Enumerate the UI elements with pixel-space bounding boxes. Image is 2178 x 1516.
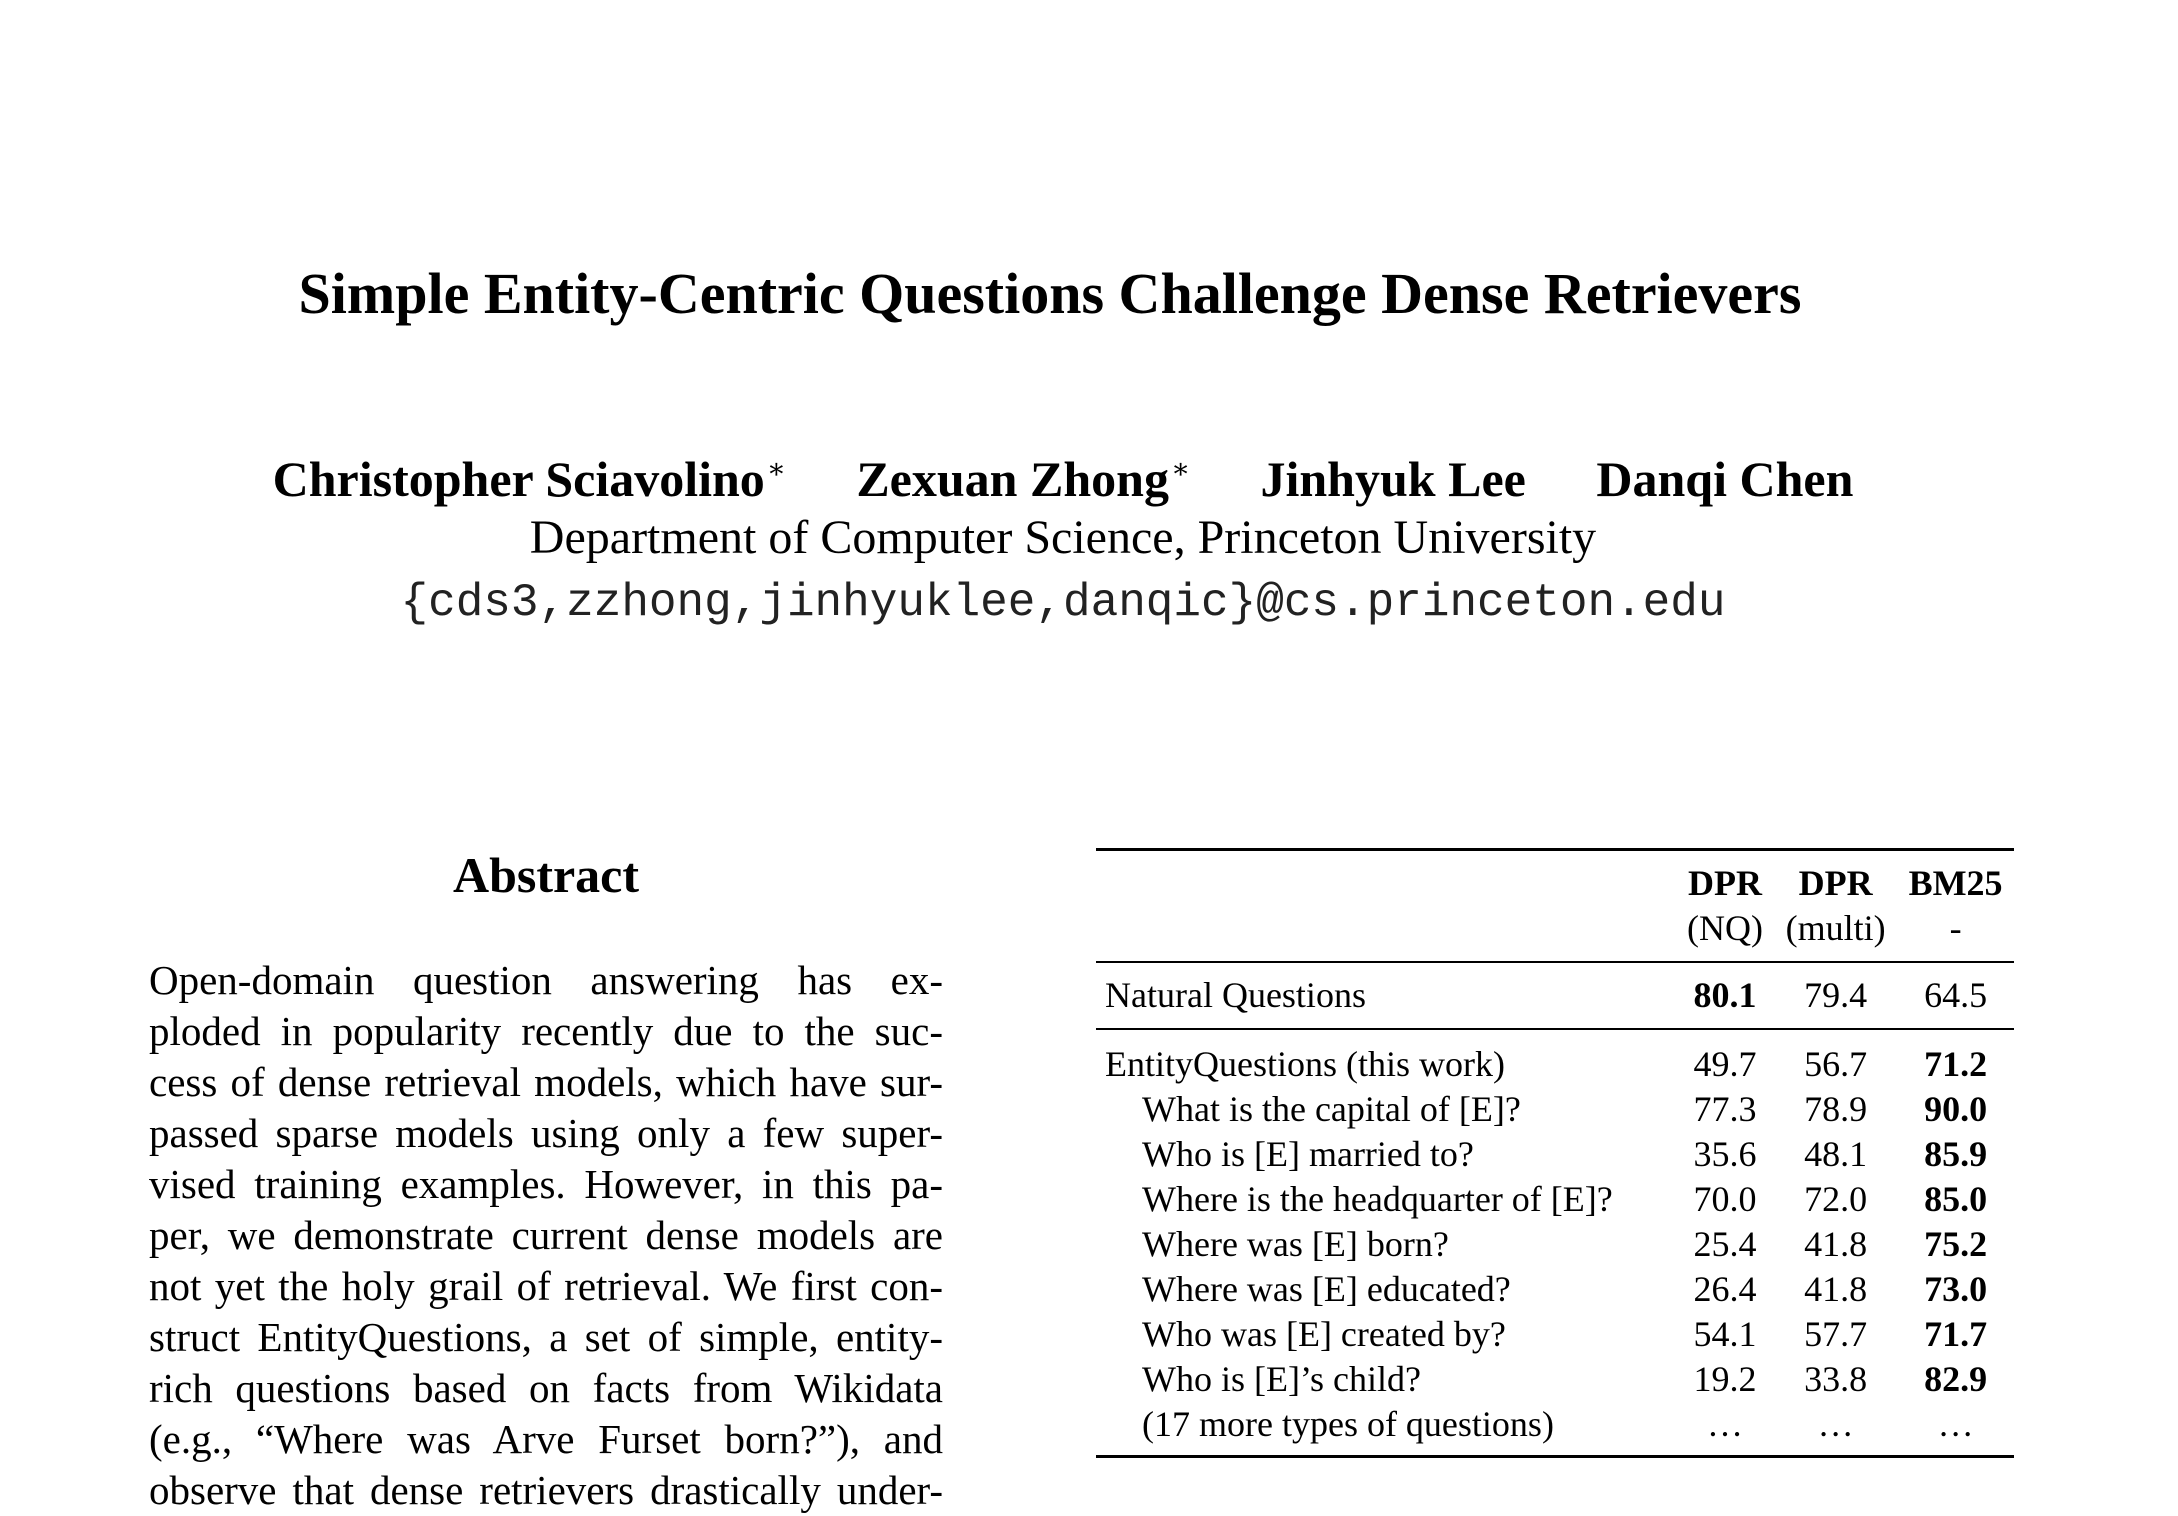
header-blank xyxy=(1096,850,1676,907)
col-header: DPR xyxy=(1774,850,1897,907)
author-name: Jinhyuk Lee xyxy=(1260,451,1526,507)
table-cell: 64.5 xyxy=(1897,962,2014,1029)
abstract-text xyxy=(149,955,943,1513)
abstract-line: not yet the holy grail of retrieval. We first con- xyxy=(149,1263,943,1309)
row-label: Who is [E] married to? xyxy=(1142,1134,1474,1174)
table-cell: 54.1 xyxy=(1693,1314,1757,1354)
table-row xyxy=(1096,1312,2014,1357)
table-cell: 49.7 xyxy=(1676,1029,1774,1087)
table-cell: 71.2 xyxy=(1897,1029,2014,1087)
author-name: Zexuan Zhong∗ xyxy=(856,451,1190,507)
abstract-line: per, we demonstrate current dense models are xyxy=(149,1212,943,1258)
subheader-blank xyxy=(1096,906,1676,962)
abstract-line: ploded in popularity recently due to the suc- xyxy=(149,1008,943,1054)
abstract-heading: Abstract xyxy=(452,847,640,903)
row-label: Where was [E] born? xyxy=(1142,1224,1449,1264)
author-emails: {cds3,zzhong,jinhyuklee,danqic}@cs.princeton.edu xyxy=(400,577,1726,629)
paper-title: Simple Entity-Centric Questions Challenge Dense Retrievers xyxy=(298,261,1802,326)
table-row xyxy=(1096,1402,2014,1457)
affiliation: Department of Computer Science, Princeton University xyxy=(529,511,1597,564)
table-subheader-row xyxy=(1096,906,2014,962)
table-cell: 35.6 xyxy=(1693,1134,1757,1174)
results-table xyxy=(1096,848,2014,1458)
author-name: Danqi Chen xyxy=(1596,451,1854,507)
table-row xyxy=(1096,962,2014,1029)
table-cell: 79.4 xyxy=(1774,962,1897,1029)
table-cell: 41.8 xyxy=(1804,1269,1868,1309)
row-label: Where is the headquarter of [E]? xyxy=(1142,1179,1613,1219)
row-label: EntityQuestions (this work) xyxy=(1096,1029,1676,1087)
row-label: Who was [E] created by? xyxy=(1142,1314,1506,1354)
row-label: Natural Questions xyxy=(1096,962,1676,1029)
abstract-line: vised training examples. However, in this pa- xyxy=(149,1161,943,1207)
abstract-line: rich questions based on facts from Wikidata xyxy=(149,1365,943,1411)
table-cell: 73.0 xyxy=(1924,1269,1988,1309)
table-cell: 71.7 xyxy=(1924,1314,1988,1354)
table-row xyxy=(1096,1177,2014,1222)
table-cell: 72.0 xyxy=(1804,1179,1868,1219)
row-label: Where was [E] educated? xyxy=(1142,1269,1511,1309)
table-header-row xyxy=(1096,850,2014,907)
table-cell: 26.4 xyxy=(1693,1269,1757,1309)
table-cell: 41.8 xyxy=(1804,1224,1868,1264)
row-label: What is the capital of [E]? xyxy=(1142,1089,1521,1129)
abstract-line: (e.g., “Where was Arve Furset born?”), and xyxy=(149,1416,943,1462)
abstract-line: struct EntityQuestions, a set of simple, entity- xyxy=(149,1314,943,1360)
table-cell: 80.1 xyxy=(1676,962,1774,1029)
table-cell: 48.1 xyxy=(1804,1134,1868,1174)
col-subheader: (NQ) xyxy=(1687,908,1764,948)
table-cell: 77.3 xyxy=(1693,1089,1757,1129)
abstract-line: Open-domain question answering has ex- xyxy=(149,957,943,1003)
table-cell: 85.9 xyxy=(1924,1134,1988,1174)
col-subheader: - xyxy=(1949,908,1962,948)
abstract-line: passed sparse models using only a few super- xyxy=(149,1110,943,1156)
table-row xyxy=(1096,1267,2014,1312)
table-row xyxy=(1096,1132,2014,1177)
abstract-line: observe that dense retrievers drastically under- xyxy=(149,1467,943,1513)
table-cell: 75.2 xyxy=(1924,1224,1988,1264)
author-name: Christopher Sciavolino∗ xyxy=(272,451,786,507)
table-cell: 70.0 xyxy=(1693,1179,1757,1219)
col-header: BM25 xyxy=(1897,850,2014,907)
table-cell: 25.4 xyxy=(1693,1224,1757,1264)
table-row xyxy=(1096,1029,2014,1087)
abstract-line: cess of dense retrieval models, which have sur- xyxy=(149,1059,943,1105)
table-cell: … xyxy=(1897,1402,2014,1457)
col-subheader: (multi) xyxy=(1785,908,1886,948)
col-header: DPR xyxy=(1676,850,1774,907)
table-cell: 82.9 xyxy=(1924,1359,1988,1399)
table-cell: … xyxy=(1774,1402,1897,1457)
table-cell: 57.7 xyxy=(1804,1314,1868,1354)
table-cell: 19.2 xyxy=(1693,1359,1757,1399)
table-cell: … xyxy=(1676,1402,1774,1457)
author-list xyxy=(0,452,2126,507)
table-cell: 90.0 xyxy=(1924,1089,1988,1129)
table-cell: 33.8 xyxy=(1804,1359,1868,1399)
table-row xyxy=(1096,1357,2014,1402)
table-cell: 56.7 xyxy=(1774,1029,1897,1087)
table-cell: 85.0 xyxy=(1924,1179,1988,1219)
table-row xyxy=(1096,1222,2014,1267)
row-label: (17 more types of questions) xyxy=(1096,1402,1676,1457)
row-label: Who is [E]’s child? xyxy=(1142,1359,1421,1399)
table-cell: 78.9 xyxy=(1804,1089,1868,1129)
table-row xyxy=(1096,1087,2014,1132)
